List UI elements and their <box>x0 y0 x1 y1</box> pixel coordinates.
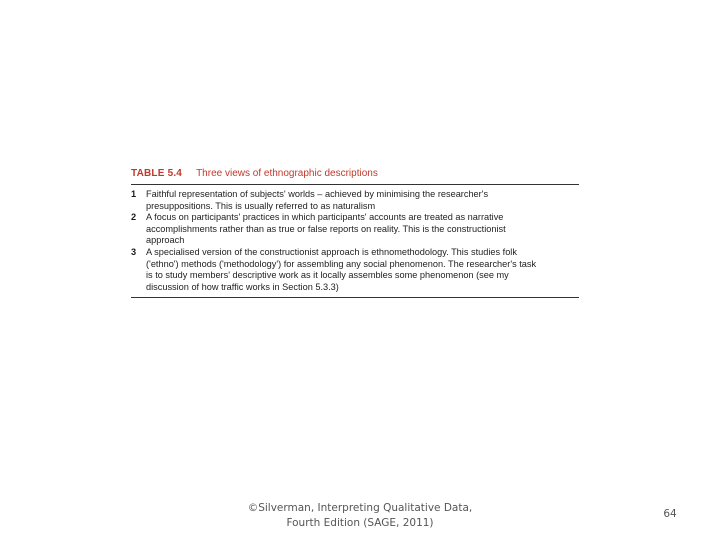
table-title <box>131 167 579 182</box>
table-bottom-rule <box>131 297 579 298</box>
item-text-line: A specialised version of the constructionist approach is ethnomethodology. This studies folk <box>146 246 517 257</box>
item-text-line: presuppositions. This is usually referred to as naturalism <box>146 200 376 211</box>
table-label: TABLE 5.4 <box>131 168 183 179</box>
item-text-line: ('ethno') methods ('methodology') for assembling any social phenomenon. The researcher's task <box>146 258 537 269</box>
item-text-line: is to study members' descriptive work as it locally assembles some phenomenon (see my <box>146 270 509 281</box>
table-item-3 <box>131 247 579 293</box>
footer-citation <box>200 501 520 531</box>
item-number: 2 <box>131 212 137 223</box>
table-item-1 <box>131 189 579 212</box>
page-number: 64 <box>663 508 677 520</box>
item-text-line: approach <box>146 235 185 246</box>
item-text <box>146 212 579 247</box>
item-text-line: A focus on participants' practices in which participants' accounts are treated as narrative <box>146 212 504 223</box>
table-item-2 <box>131 212 579 247</box>
item-text <box>146 247 579 293</box>
item-text-line: accomplishments rather than as true or false reports on reality. This is the constructionist <box>146 223 506 234</box>
table-item-list <box>131 185 579 293</box>
citation-line-1: ©Silverman, Interpreting Qualitative Data, <box>247 502 473 514</box>
table-caption: Three views of ethnographic descriptions <box>196 168 378 179</box>
item-text-line: Faithful representation of subjects' worlds – achieved by minimising the researcher's <box>146 189 489 199</box>
citation-line-2: Fourth Edition (SAGE, 2011) <box>286 517 434 529</box>
table-5-4 <box>131 167 579 298</box>
item-text-line: discussion of how traffic works in Section 5.3.3) <box>146 281 339 292</box>
item-number: 3 <box>131 246 137 257</box>
item-text <box>146 189 579 212</box>
item-number: 1 <box>131 189 137 199</box>
